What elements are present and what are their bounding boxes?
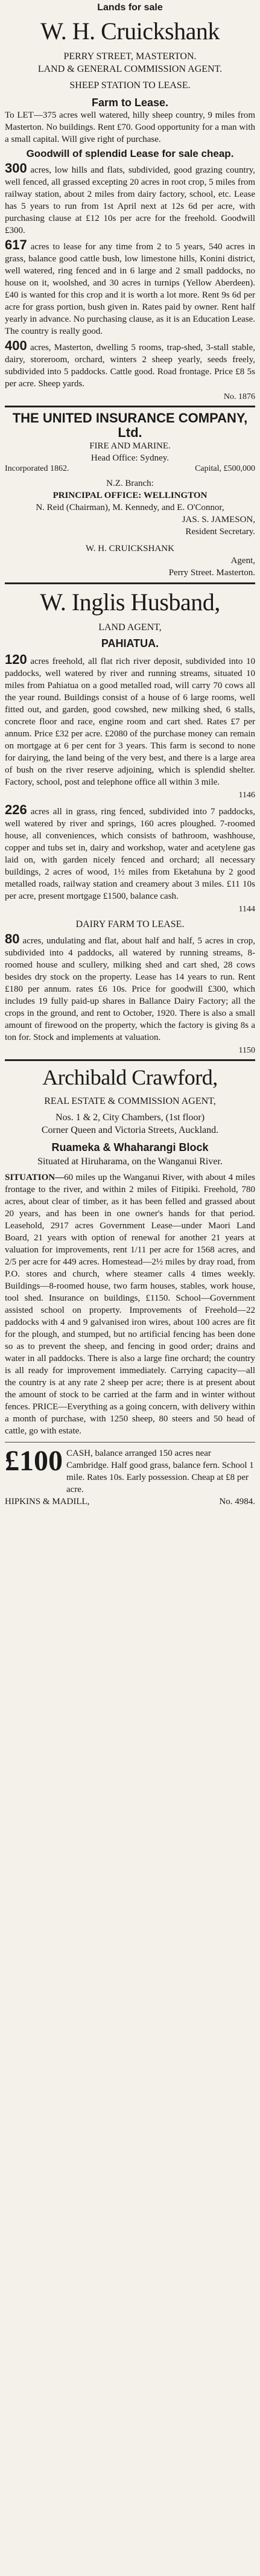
listing-300-acres bbox=[5, 162, 255, 237]
listing-120-acres bbox=[5, 654, 255, 788]
section-heading: Lands for sale bbox=[97, 2, 163, 13]
listing-text: acres, low hills and flats, subdivided, good grazing country, well fenced, all grassed excepting 20 acres in root crop, 5 miles from railway station, about 2 miles from dairy factory, school, etc. Lease has 5 years to run from 1st April next at 12s 6d per acre, with purchasing clause at £12 10s per acre for the freehold. Goodwill £300. bbox=[5, 165, 255, 235]
insurance-agent-role: Agent, bbox=[230, 556, 255, 566]
advertiser-name: W. H. Cruickshank bbox=[40, 18, 220, 45]
divider bbox=[5, 406, 255, 407]
advertiser-name: W. Inglis Husband, bbox=[40, 588, 220, 616]
agents-row bbox=[5, 1496, 255, 1508]
advertiser-name: Archibald Crawford, bbox=[42, 1065, 218, 1089]
listing-text: acres, Masterton, dwelling 5 rooms, trap-shed, 3-stall stable, dairy, storeroom, orchard, winters 2 sheep yearly, seeds freely, subdivided into 5 paddocks. Cattle good. Road frontage. Price £8 5s per acre. Sheep yards. bbox=[5, 343, 255, 389]
insurance-capital-row bbox=[5, 464, 255, 474]
advertiser-role: REAL ESTATE & COMMISSION AGENT, bbox=[44, 1096, 216, 1106]
agents-name: HIPKINS & MADILL, bbox=[5, 1497, 90, 1506]
farm-text: To LET—375 acres well watered, hilly sheep country, 9 miles from Masterton. No buildings. Rent £70. Good opportunity for a man with a small capital. Will give right of purchase. bbox=[5, 110, 255, 144]
insurance-branch: N.Z. Branch: bbox=[106, 479, 154, 488]
insurance-directors: N. Reid (Chairman), M. Kennedy, and E. O'Connor, bbox=[36, 503, 224, 512]
insurance-incorporated: Incorporated 1862. bbox=[5, 464, 69, 473]
insurance-agent-street: Perry Street. Masterton. bbox=[168, 568, 255, 578]
cash-lead: £100 bbox=[5, 1445, 63, 1477]
insurance-fire: FIRE AND MARINE. bbox=[89, 441, 171, 451]
listing-reference: 1144 bbox=[238, 905, 255, 914]
address-line-1: Nos. 1 & 2, City Chambers, (1st floor) bbox=[55, 1112, 205, 1123]
cash-listing bbox=[5, 1447, 255, 1496]
listing-lead: 617 bbox=[5, 237, 27, 252]
insurance-capital: Capital, £500,000 bbox=[195, 464, 255, 473]
advertiser-street: PERRY STREET, MASTERTON. bbox=[63, 51, 197, 62]
insurance-office: Head Office: Sydney. bbox=[90, 453, 170, 463]
situation-lead: SITUATION— bbox=[5, 1173, 65, 1182]
agents-ref: No. 4984. bbox=[219, 1497, 255, 1506]
cash-text: CASH, balance arranged 150 acres near Cambridge. Half good grass, balance fern. School 1 mile. Rates 10s. Early possession. Cheap at £8 per acre. bbox=[66, 1449, 254, 1494]
listing-lead: 80 bbox=[5, 931, 20, 946]
insurance-secretary-name: JAS. S. JAMESON, bbox=[182, 515, 255, 524]
advertiser-role: LAND AGENT, bbox=[98, 622, 162, 633]
divider bbox=[5, 1442, 255, 1443]
listing-reference: 1146 bbox=[238, 791, 255, 800]
insurance-title: THE UNITED INSURANCE COMPANY, Ltd. bbox=[12, 410, 248, 440]
insurance-advert bbox=[5, 411, 255, 579]
advertiser-place: PAHIATUA. bbox=[101, 637, 159, 649]
situation-paragraph bbox=[5, 1172, 255, 1437]
situation-text: 60 miles up the Wanganui River, with about 4 miles frontage to the river, and within 2 miles of Fitipiki. Freehold, 780 acres, about clear of timber, as it has been felled and grassed about 20 years, and has been in one owner's hands for that period. Leasehold, 2917 acres Government Lease—under Maori Land Board, 21 years with option of renewal for another 21 years at valuation for improvements, rent 1/11 per acre for 1568 acres, and 2/5 per acre for 449 acres. Homestead—2½ miles by dray road, from P.O. stores and church, where steamer calls 4 times weekly. Buildings—8-roomed house, two farm houses, stables, work house, tool shed. Insurance on buildings, £1150. School—Government assisted school on property. Improvements of Freehold—22 paddocks with 4 and 9 galvanised iron wires, about 100 acres are fit for the plough, and stumped, but no artificial fencing has been done so as to prevent the sheep, and fencing in good order; drains and water in all paddocks. There is also a large fine orchard; the country is all ready for improvement immediately. Carrying capacity—all the country is at any rate 2 sheep per acre; there is at present about the amount of stock to be carried at the farm and in winter without fences. PRICE—Everything as a going concern, with delivery within a month of purchase, with 1250 sheep, 80 steers and 50 head of cattle, go with estate. bbox=[5, 1173, 255, 1436]
listing-80-acres bbox=[5, 933, 255, 1044]
listing-lead: 400 bbox=[5, 338, 27, 353]
listing-text: acres, undulating and flat, about half and half, 5 acres in crop, subdivided into 4 paddocks, all watered by running streams, 8-roomed house and scullery, milking shed and cart shed, 28 cows besides dry stock on the property. Lease has 14 years to run. Rent £180 per annum. rates £6 10s. Price for goodwill £300, which includes 19 fully paid-up shares in Ballance Dairy Factory; all the crops in the ground, and rent to October, 1920. There is also a small amount of firewood on the property, which the factory is giving 8s a ton for. Stock and implements at valuation. bbox=[5, 936, 255, 1042]
cruickshank-advert bbox=[5, 17, 255, 402]
husband-advert bbox=[5, 588, 255, 1056]
listing-text: acres all in grass, ring fenced, subdivided into 7 paddocks, well watered by river and springs, 160 acres ploughed. 7-roomed house, all conveniences, which consists of bathroom, washhouse, copper and tubs set in, dairy and workshop, water and acetylene gas laid on, with garden nicely fenced and orchard; all necessary buildings, 2 acres of wood, 1½ miles from Eketahuna by 2 good metalled roads, railway station and creamery about 3 miles. £11 10s per acre, present mortgage £1500, balance cash. bbox=[5, 807, 256, 901]
listing-400-acres bbox=[5, 340, 255, 390]
goodwill-heading: Goodwill of splendid Lease for sale cheap. bbox=[26, 148, 234, 159]
insurance-principal: PRINCIPAL OFFICE: WELLINGTON bbox=[52, 491, 208, 500]
block-subheading: Situated at Hiruharama, on the Wanganui River. bbox=[37, 1156, 223, 1167]
crawford-advert bbox=[5, 1065, 255, 1508]
listing-text: acres to lease for any time from 2 to 5 years, 540 acres in grass, balance good cattle bush, low limestone hills, Konini district, well watered, ring fenced and in 6 large and 2 small paddocks, no house on it, woolshed, and 30 acres in turnips (Yellow Aberdeen). £40 is wanted for this crop and it is worth a lot more. Rent 9s 6d per acre for grass portion, bush given in. Rates paid by owner. Rent half yearly in advance. No purchasing clause, as it is an Education Lease. The country is really good. bbox=[5, 242, 256, 336]
farm-heading: Farm to Lease. bbox=[91, 97, 169, 109]
dairy-heading: DAIRY FARM TO LEASE. bbox=[75, 919, 185, 929]
listing-text: acres freehold, all flat rich river deposit, subdivided into 10 paddocks, well watered by river and running streams, situated 10 miles from Pahiatua on a good metalled road, will carry 70 cows all the year round. Buildings consist of a house of 6 large rooms, well fitted out, and garden, good cowshed, new milking shed, 6 stalls, concrete floor and race, engine room and cart shed. Rates £7 per annum. Price £32 per acre. £2080 of the purchase money can remain on mortgage at 6 per cent for 3 years. This farm is second to none for dairying, the land being of the very best, and there is a large area of bush on the river reserve adjoining, which is splendid shelter. Factory, school, post and telephone office all within 3 mile. bbox=[5, 657, 256, 787]
station-heading: SHEEP STATION TO LEASE. bbox=[69, 80, 191, 91]
listing-226-acres bbox=[5, 804, 255, 902]
insurance-secretary-role: Resident Secretary. bbox=[185, 527, 255, 537]
divider bbox=[5, 582, 255, 584]
address-line-2: Corner Queen and Victoria Streets, Auckland. bbox=[41, 1125, 219, 1135]
listing-lead: 300 bbox=[5, 161, 27, 176]
advertiser-agency: LAND & GENERAL COMMISSION AGENT. bbox=[37, 64, 223, 74]
advert-reference: No. 1876 bbox=[223, 392, 255, 401]
block-heading: Ruameka & Whaharangi Block bbox=[51, 1141, 209, 1153]
listing-reference: 1150 bbox=[238, 1046, 255, 1055]
listing-617-acres bbox=[5, 239, 255, 337]
divider bbox=[5, 1059, 255, 1061]
listing-lead: 120 bbox=[5, 652, 27, 667]
insurance-agent-name: W. H. CRUICKSHANK bbox=[86, 544, 174, 553]
listing-lead: 226 bbox=[5, 802, 27, 817]
